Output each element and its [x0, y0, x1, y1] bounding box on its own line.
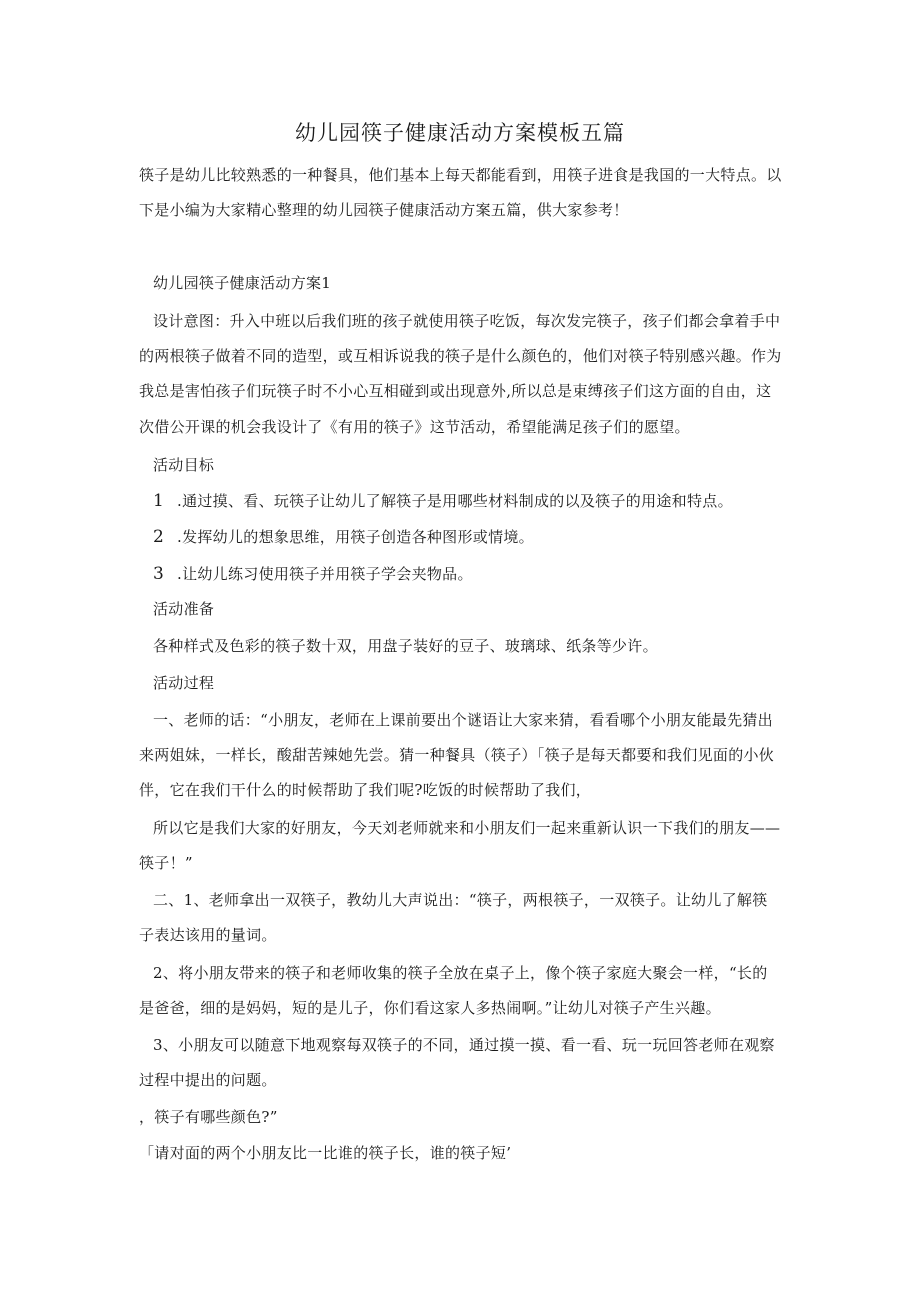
design-intent-line-1: 设计意图：升入中班以后我们班的孩子就使用筷子吃饭，每次发完筷子，孩子们都会拿着手中	[153, 312, 781, 330]
goals-heading: 活动目标	[153, 456, 215, 474]
process-2-2-line-2: 是爸爸，细的是妈妈，短的是儿子，你们看这家人多热闹啊。”让幼儿对筷子产生兴趣。	[139, 999, 721, 1017]
process-2-1-line-2: 子表达该用的量词。	[139, 926, 277, 944]
section-heading: 幼儿园筷子健康活动方案1	[153, 274, 332, 292]
process-1b-line-1: 所以它是我们大家的好朋友，今天刘老师就来和小朋友们一起来重新认识一下我们的朋友——	[153, 819, 781, 837]
design-intent-line-3: 我总是害怕孩子们玩筷子时不小心互相碰到或出现意外,所以总是束缚孩子们这方面的自由，这	[139, 382, 772, 400]
goal-number: 3	[153, 564, 165, 584]
design-intent-line-2: 的两根筷子做着不同的造型，或互相诉说我的筷子是什么颜色的，他们对筷子特别感兴趣。作为	[139, 347, 782, 365]
design-intent-line-4: 次借公开课的机会我设计了《有用的筷子》这节活动，希望能满足孩子们的愿望。	[139, 418, 690, 436]
process-1-line-2: 来两姐妹，一样长，酸甜苦辣她先尝。猜一种餐具（筷子）「筷子是每天都要和我们见面的小伙	[139, 746, 775, 764]
process-1-line-3: 伴，它在我们干什么的时候帮助了我们呢?吃饭的时候帮助了我们，	[139, 781, 592, 799]
goal-text: .通过摸、看、玩筷子让幼儿了解筷子是用哪些材料制成的以及筷子的用途和特点。	[177, 492, 733, 510]
goal-number: 1	[153, 491, 165, 511]
intro-line-2: 下是小编为大家精心整理的幼儿园筷子健康活动方案五篇，供大家参考！	[139, 201, 629, 219]
process-heading: 活动过程	[153, 674, 215, 692]
process-2-3-line-1: 3、小朋友可以随意下地观察每双筷子的不同，通过摸一摸、看一看、玩一玩回答老师在观察	[153, 1036, 775, 1054]
goal-text: .让幼儿练习使用筷子并用筷子学会夹物品。	[177, 565, 473, 583]
document-title: 幼儿园筷子健康活动方案模板五篇	[295, 121, 625, 145]
goal-text: .发挥幼儿的想象思维，用筷子创造各种图形或情境。	[177, 528, 534, 546]
goal-item	[153, 563, 473, 585]
goal-number: 2	[153, 527, 165, 547]
goal-item	[153, 526, 534, 548]
prep-heading: 活动准备	[153, 600, 215, 618]
process-1b-line-2: 筷子！”	[139, 854, 193, 872]
process-1-line-1: 一、老师的话：“小朋友，老师在上课前要出个谜语让大家来猜，看看哪个小朋友能最先猜出	[153, 711, 773, 729]
prep-text: 各种样式及色彩的筷子数十双，用盘子装好的豆子、玻璃球、纸条等少许。	[153, 637, 658, 655]
process-2-3-line-2: 过程中提出的问题。	[139, 1071, 277, 1089]
goal-item	[153, 490, 733, 512]
question-line-1: ，筷子有哪些颜色?”	[139, 1108, 278, 1126]
intro-line-1: 筷子是幼儿比较熟悉的一种餐具，他们基本上每天都能看到，用筷子进食是我国的一大特点。以	[139, 166, 782, 184]
question-line-2: 「请对面的两个小朋友比一比谁的筷子长，谁的筷子短’	[139, 1144, 512, 1162]
process-2-1-line-1: 二、1、老师拿出一双筷子，教幼儿大声说出：“筷子，两根筷子，一双筷子。让幼儿了解筷	[153, 891, 768, 909]
process-2-2-line-1: 2、将小朋友带来的筷子和老师收集的筷子全放在桌子上，像个筷子家庭大聚会一样，“长的	[153, 964, 768, 982]
